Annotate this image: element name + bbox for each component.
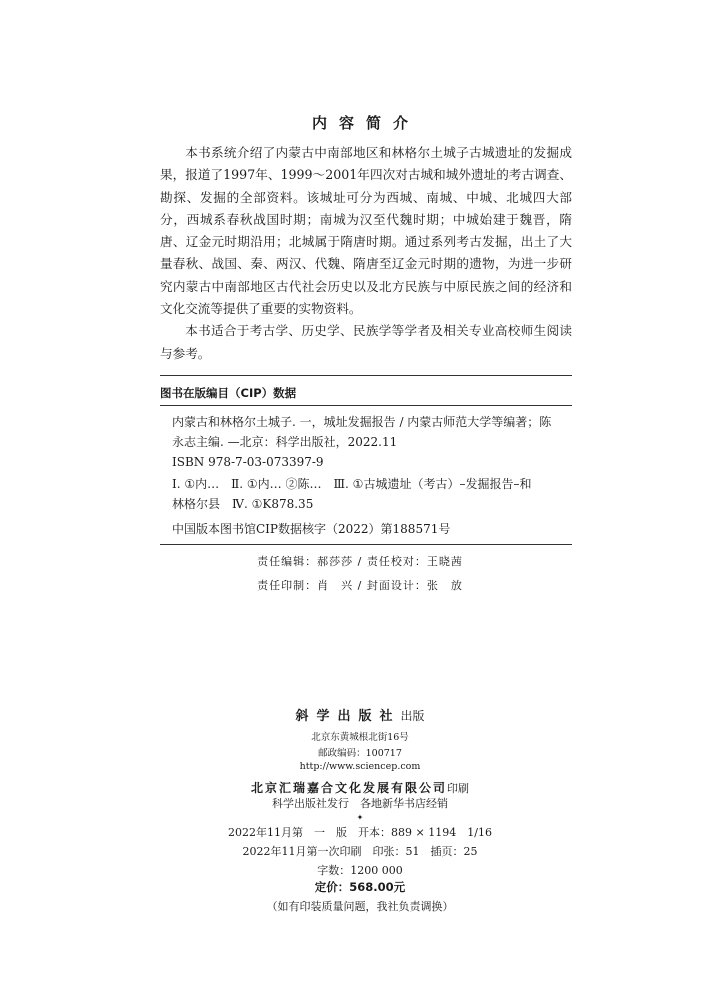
publisher-address: 北京东黄城根北街16号 (311, 732, 409, 743)
word-count: 字数：1200 000 (317, 864, 403, 877)
edition-line: 2022年11月第 一 版 开本：889 × 1194 1/16 (228, 826, 492, 839)
cip-bibliographic (160, 412, 572, 472)
intro-paragraph: 本书适合于考古学、历史学、民族学等学者及相关专业高校师生阅读与参考。 (160, 323, 572, 361)
printing-line: 2022年11月第一次印刷 印张：51 插页：25 (242, 845, 478, 858)
divider-cip-bottom (160, 544, 572, 545)
staff-line-production: 责任印制：肖 兴 / 封面设计：张 放 (257, 579, 463, 592)
publisher-name: 斜学出版社 (295, 709, 401, 724)
cip-line: Ⅰ. ①内… Ⅱ. ①内… ②陈… Ⅲ. ①古城遗址（考古）–发掘报告–和 (172, 477, 532, 491)
publisher-website: http://www.sciencep.com (299, 761, 421, 772)
cip-line: 林格尔县 Ⅳ. ①K878.35 (172, 497, 314, 511)
printer-line (0, 777, 720, 796)
price: 定价：568.00元 (314, 880, 406, 894)
separator-icon: ✦ (356, 813, 364, 822)
intro-title: 内容简介 (311, 114, 420, 132)
quality-note: （如有印装质量问题，我社负责调换） (266, 900, 454, 913)
cip-record-number: 中国版本图书馆CIP数据核字（2022）第188571号 (172, 522, 451, 536)
cip-record (160, 519, 572, 539)
publisher-line (0, 705, 720, 724)
cip-line: 内蒙古和林格尔土城子. 一，城址发掘报告 / 内蒙古师范大学等编著；陈 (172, 415, 552, 429)
intro-section (160, 142, 572, 365)
printer-name: 北京汇瑞嘉合文化发展有限公司 (250, 781, 447, 795)
cip-heading: 图书在版编目（CIP）数据 (160, 386, 297, 400)
cip-classification (160, 474, 572, 514)
printer-suffix: 印刷 (447, 782, 469, 795)
cip-line: 永志主编. —北京：科学出版社，2022.11 (172, 435, 398, 449)
divider-top (160, 375, 572, 376)
cip-isbn: ISBN 978-7-03-073397-9 (172, 455, 324, 469)
distribution-line: 科学出版社发行 各地新华书店经销 (272, 797, 448, 810)
publisher-suffix: 出版 (400, 709, 425, 723)
publisher-postcode: 邮政编码：100717 (318, 748, 402, 759)
divider-cip-heading (160, 405, 572, 406)
staff-line-editors: 责任编辑：郝莎莎 / 责任校对：王晓茜 (257, 555, 463, 568)
intro-paragraph: 本书系统介绍了内蒙古中南部地区和林格尔土城子古城遗址的发掘成果，报道了1997年、1999～2001年四次对古城和城外遗址的考古调查、勘探、发掘的全部资料。该城址可分为西城、南城、中城、北城四大部分，西城系春秋战国时期；南城为汉至代魏时期；中城始建于魏晋，隋唐、辽金元时期沿用；北城属于隋唐时期。通过系列考古发掘，出土了大量春秋、战国、秦、两汉、代魏、隋唐至辽金元时期的遗物，为进一步研究内蒙古中南部地区古代社会历史以及北方民族与中原民族之间的经济和文化交流等提供了重要的实物资料。 (160, 145, 572, 317)
